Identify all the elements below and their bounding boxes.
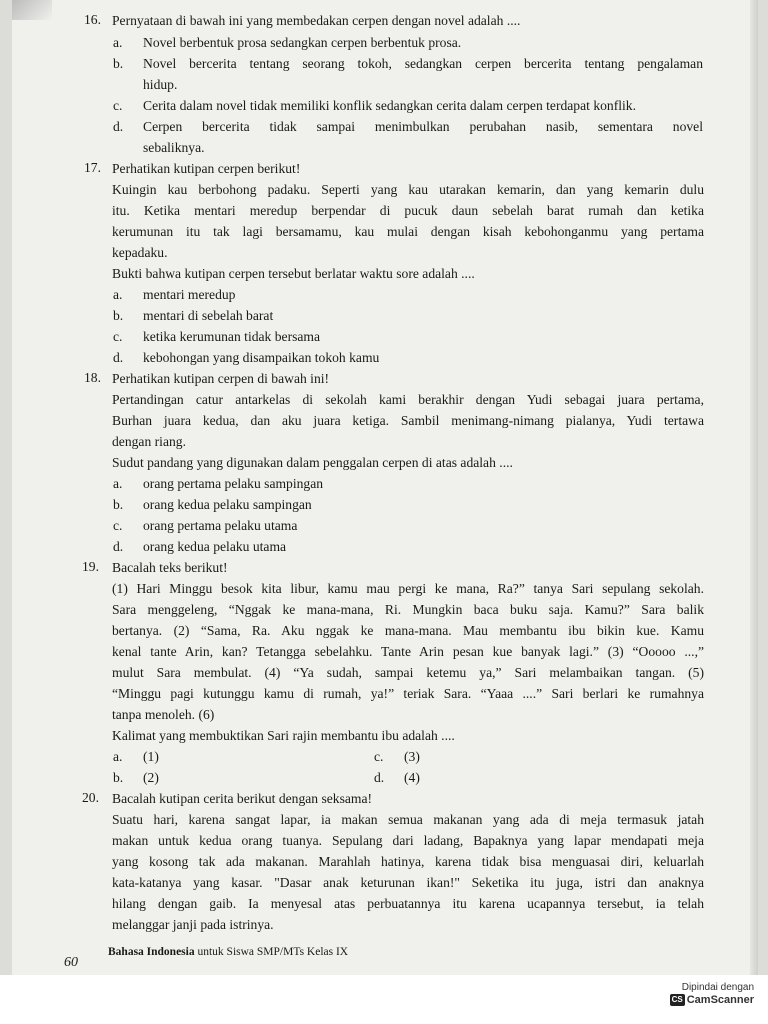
scanner-watermark — [670, 982, 754, 1007]
option-text: (3) — [404, 749, 420, 764]
question-stem: Sudut pandang yang digunakan dalam penggalan cerpen di atas adalah .... — [112, 455, 513, 470]
question-number: 16. — [84, 12, 101, 27]
option-letter: a. — [113, 476, 123, 491]
option-letter: d. — [113, 119, 124, 134]
book-title-bold: Bahasa Indonesia — [108, 946, 195, 958]
option-text: Cerpen bercerita tidak sampai menimbulkan perubahan nasib, sementara novel — [143, 119, 703, 134]
option-text: orang kedua pelaku utama — [143, 539, 287, 554]
option-text: ketika kerumunan tidak bersama — [143, 329, 321, 344]
scanner-label: Dipindai dengan — [681, 982, 754, 993]
passage-line: Kuingin kau berbohong padaku. Seperti yang kau utarakan kemarin, dan yang kemarin dulu — [112, 182, 704, 197]
question-intro: Perhatikan kutipan cerpen di bawah ini! — [112, 371, 330, 386]
passage-line: kenal tante Arin, kan? Tetangga sebelahku. Tante Arin pesan kue banyak lagi.” (3) “Ooooo ...,” — [112, 644, 704, 659]
option-letter: c. — [374, 749, 384, 764]
book-title-rest: untuk Siswa SMP/MTs Kelas IX — [194, 946, 349, 958]
question-number: 18. — [84, 370, 101, 385]
question-number: 20. — [82, 790, 99, 805]
page-number: 60 — [64, 955, 78, 970]
option-letter: b. — [113, 497, 124, 512]
passage-line: (1) Hari Minggu besok kita libur, kamu mau pergi ke mana, Ra?” tanya Sari sepulang sekolah. — [112, 581, 704, 596]
question-intro: Bacalah teks berikut! — [112, 560, 228, 575]
scanned-page — [12, 0, 758, 975]
option-text: kebohongan yang disampaikan tokoh kamu — [143, 350, 380, 365]
option-text: orang pertama pelaku utama — [143, 518, 298, 533]
passage-line: yang kosong tak ada makanan. Marahlah hatinya, karena tidak bisa menguasai diri, keluarlah — [112, 854, 704, 869]
passage-line: dengan riang. — [112, 434, 186, 449]
option-letter: d. — [113, 539, 124, 554]
passage-line: hilang dengan gaib. Ia menyesal atas perbuatannya itu karena ucapannya tersebut, ia telah — [112, 896, 704, 911]
option-letter: d. — [113, 350, 124, 365]
option-text: (1) — [143, 749, 159, 764]
option-letter: a. — [113, 287, 123, 302]
scanner-brand: CamScanner — [686, 994, 754, 1006]
option-letter: b. — [113, 308, 124, 323]
option-text: hidup. — [143, 77, 178, 92]
option-text: mentari meredup — [143, 287, 236, 302]
passage-line: “Minggu pagi kutunggu kamu di rumah, ya!” teriak Sara. “Yaaa ....” Sari berlari ke rumahnya — [112, 686, 704, 701]
camscanner-logo-icon: CS — [671, 995, 683, 1004]
option-text: (2) — [143, 770, 159, 785]
passage-line: kerumunan itu tak lagi bersamamu, kau mulai dengan kisah kebohonganmu yang pertama — [112, 224, 704, 239]
option-text: orang kedua pelaku sampingan — [143, 497, 312, 512]
option-letter: b. — [113, 56, 124, 71]
option-letter: c. — [113, 329, 123, 344]
option-text: mentari di sebelah barat — [143, 308, 274, 323]
option-letter: b. — [113, 770, 124, 785]
question-stem: Kalimat yang membuktikan Sari rajin membantu ibu adalah .... — [112, 728, 455, 743]
passage-line: kata-katanya yang kasar. "Dasar anak keturunan ikan!" Seketika itu juga, istri dan anaknya — [112, 875, 704, 890]
question-intro: Bacalah kutipan cerita berikut dengan seksama! — [112, 791, 373, 806]
question-number: 17. — [84, 160, 101, 175]
passage-line: itu. Ketika mentari meredup berpendar di pucuk daun sebelah barat rumah dan ketika — [112, 203, 704, 218]
passage-line: tanpa menoleh. (6) — [112, 707, 215, 722]
passage-line: melanggar janji pada istrinya. — [112, 917, 274, 932]
passage-line: makan untuk kedua orang tuanya. Sepulang dari ladang, Bapaknya yang lapar mendapati meja — [112, 833, 704, 848]
passage-line: Burhan juara kedua, dan aku juara ketiga. Sambil menimang-nimang pialanya, Yudi tertawa — [112, 413, 704, 428]
passage-line: kepadaku. — [112, 245, 168, 260]
question-intro: Perhatikan kutipan cerpen berikut! — [112, 161, 301, 176]
option-letter: a. — [113, 35, 123, 50]
question-stem: Pernyataan di bawah ini yang membedakan cerpen dengan novel adalah .... — [112, 13, 521, 28]
question-stem: Bukti bahwa kutipan cerpen tersebut berlatar waktu sore adalah .... — [112, 266, 475, 281]
option-letter: c. — [113, 518, 123, 533]
option-text: sebaliknya. — [143, 140, 205, 155]
passage-line: Sara menggeleng, “Nggak ke mana-mana, Ri. Mungkin baca buku saja. Kamu?” Sara balik — [112, 602, 704, 617]
option-letter: a. — [113, 749, 123, 764]
passage-line: Suatu hari, karena sangat lapar, ia makan semua makanan yang ada di meja termasuk jatah — [112, 812, 704, 827]
option-text: orang pertama pelaku sampingan — [143, 476, 324, 491]
option-text: Novel bercerita tentang seorang tokoh, sedangkan cerpen bercerita tentang pengalaman — [143, 56, 703, 71]
scanner-watermark-bar — [0, 975, 768, 1024]
book-title — [108, 946, 348, 958]
option-text: (4) — [404, 770, 420, 785]
option-letter: d. — [374, 770, 385, 785]
page-content — [12, 0, 758, 975]
passage-line: Pertandingan catur antarkelas di sekolah kami berakhir dengan Yudi sebagai juara pertama, — [112, 392, 704, 407]
option-text: Cerita dalam novel tidak memiliki konflik sedangkan cerita dalam cerpen terdapat konflik. — [143, 98, 636, 113]
option-letter: c. — [113, 98, 123, 113]
passage-line: mulut Sara membulat. (4) “Ya sudah, sampai ketemu ya,” Sari melambaikan tangan. (5) — [112, 665, 704, 680]
option-text: Novel berbentuk prosa sedangkan cerpen berbentuk prosa. — [143, 35, 462, 50]
question-number: 19. — [82, 559, 99, 574]
passage-line: bertanya. (2) “Sama, Ra. Aku nggak ke mana-mana. Mau membantu ibu bikin kue. Kamu — [112, 623, 704, 638]
